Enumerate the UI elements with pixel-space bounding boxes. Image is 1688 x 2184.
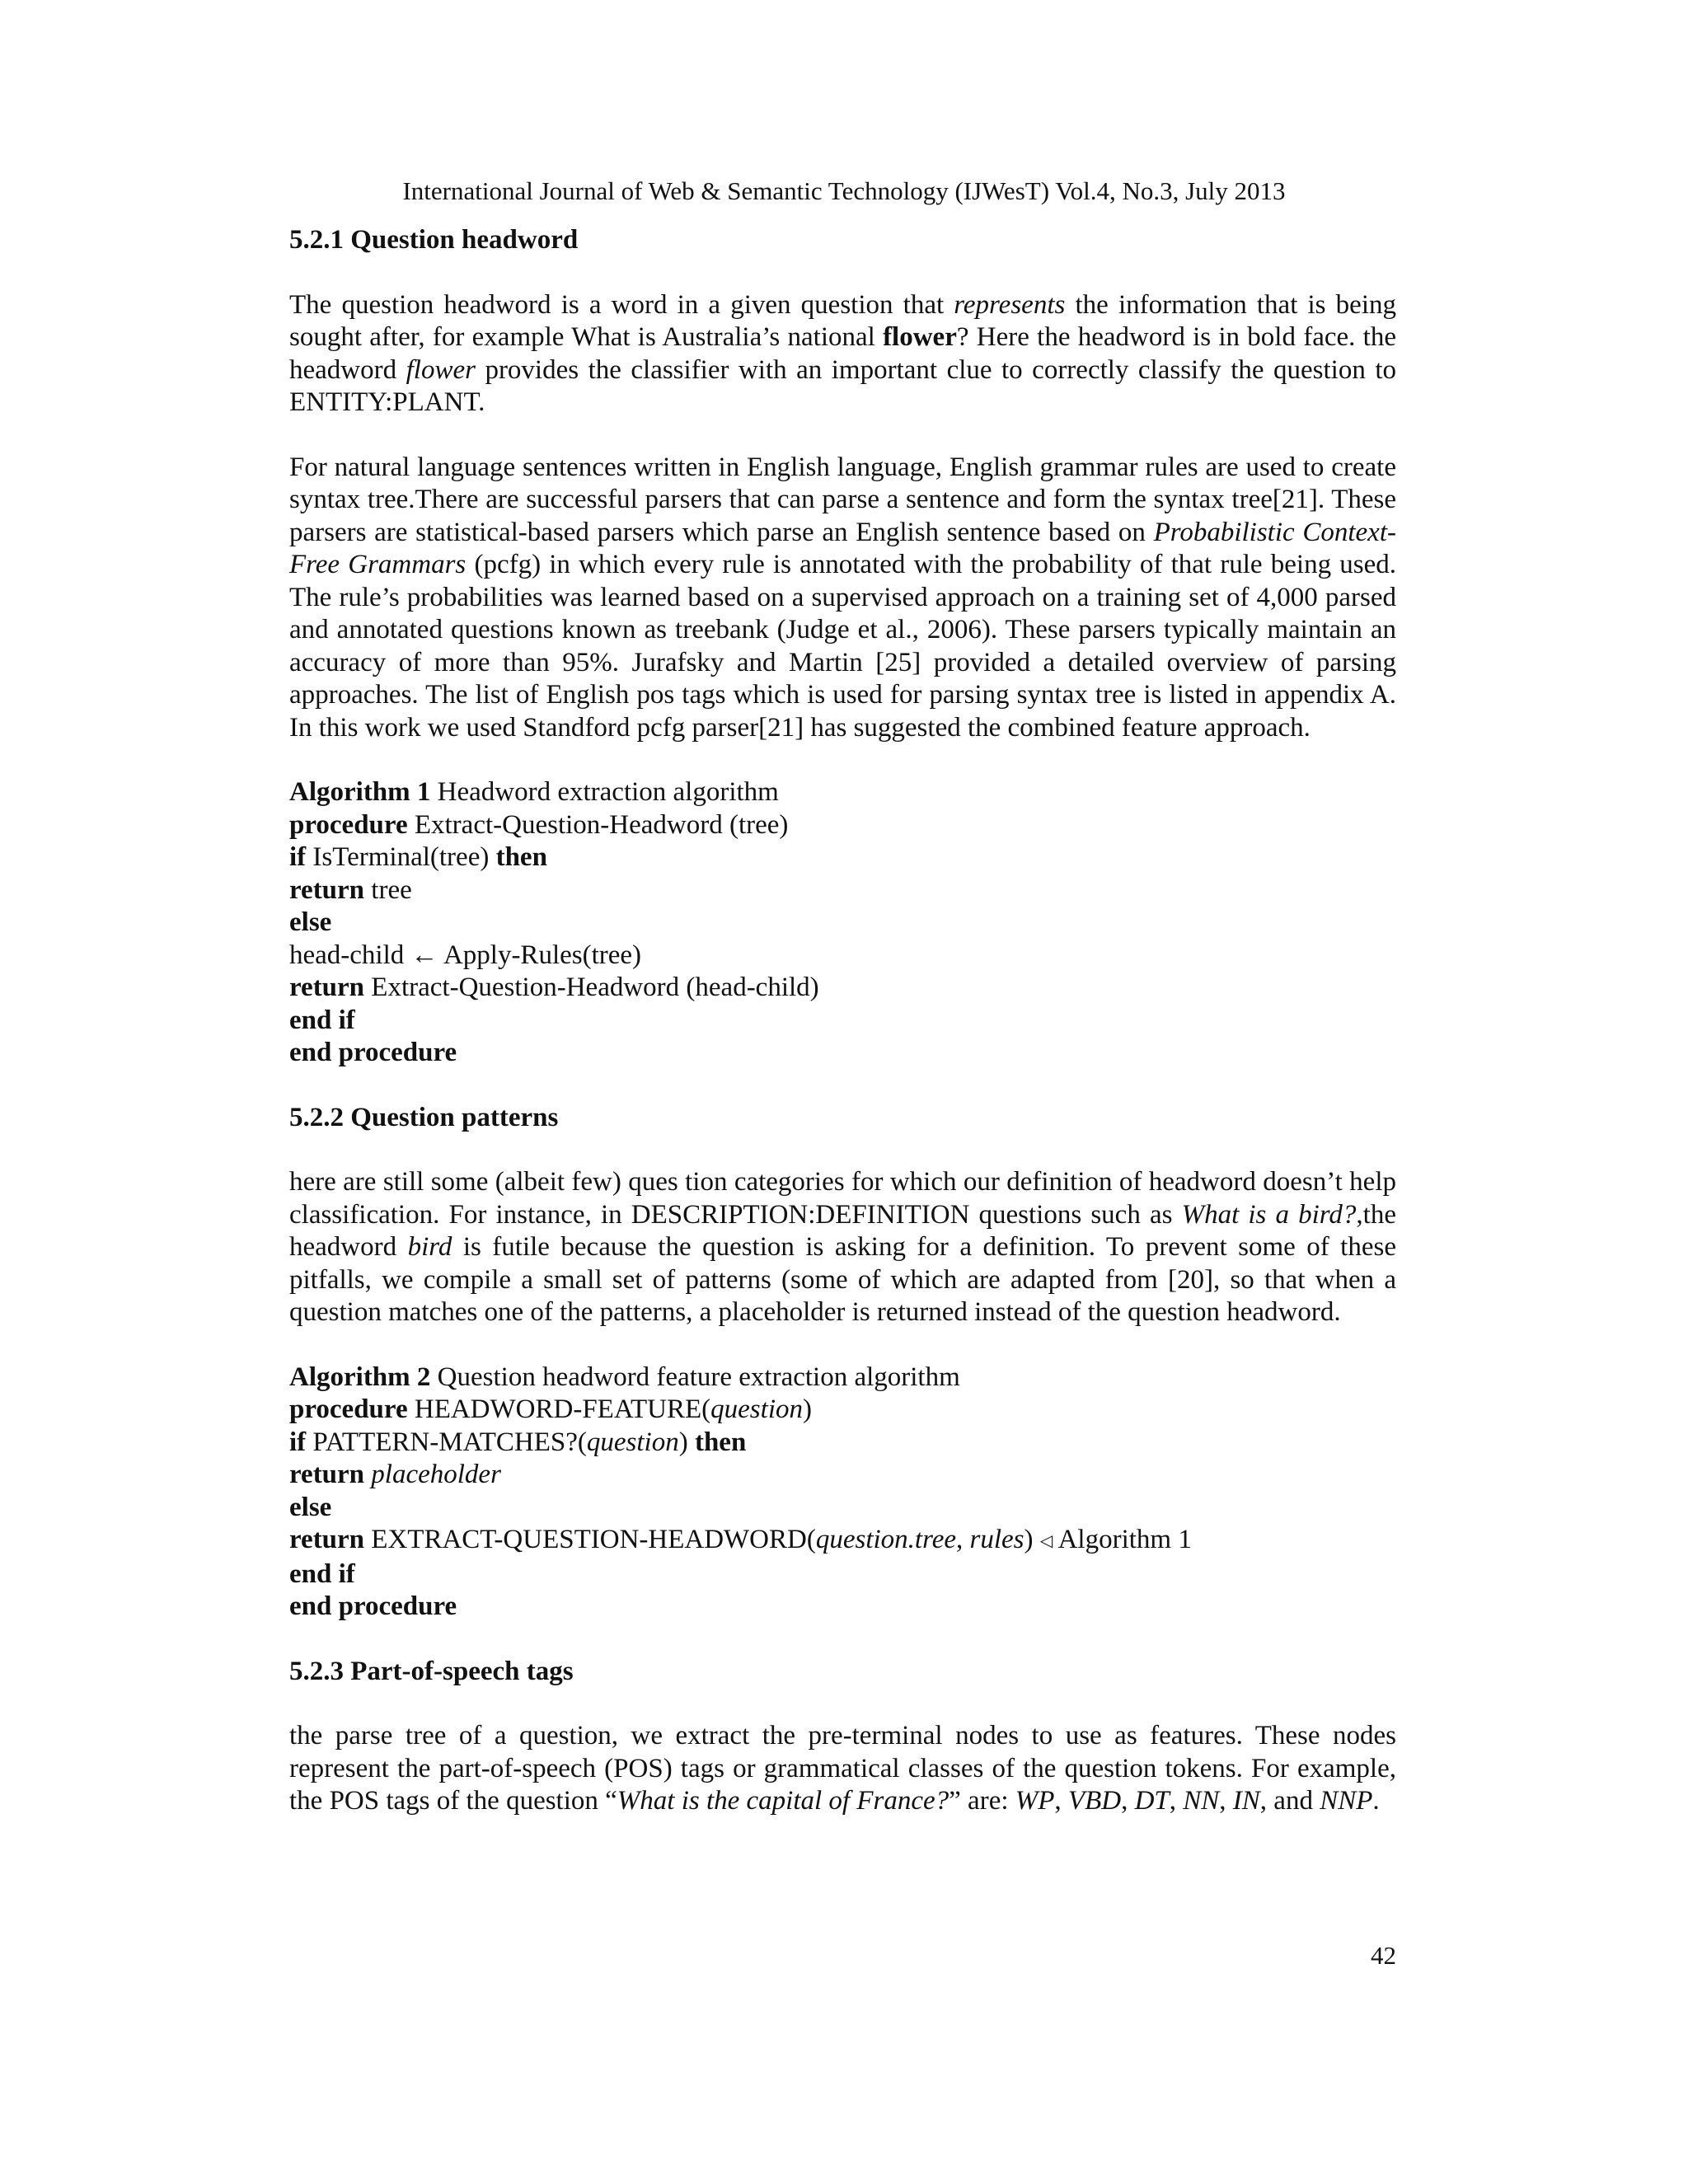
text-run: Extract-Question-Headword (head-child): [364, 972, 819, 1002]
paragraph-question-patterns: [289, 1166, 1396, 1329]
text-run: the parse tree of a question, we extract the pre-terminal nodes to use as features. These nodes represent the part-of-speech (POS) tags or grammatical classes of the question tokens. For example, the POS tags of the question “: [289, 1721, 1396, 1816]
text-run: IsTerminal(tree): [306, 842, 496, 872]
keyword: else: [289, 907, 332, 937]
italic-run: WP: [1015, 1786, 1055, 1816]
keyword: end if: [289, 1005, 355, 1035]
keyword: then: [694, 1427, 747, 1457]
keyword: if: [289, 1427, 307, 1457]
text-run: provides the classifier with an important clue to correctly classify the question to ENTITY:PLANT.: [289, 354, 1396, 417]
algorithm-line: [289, 907, 1396, 940]
algorithm-line: [289, 1037, 1396, 1070]
text-run: ,the headword: [289, 1199, 1396, 1262]
text-run: , and: [1259, 1786, 1320, 1816]
italic-run: question.tree: [815, 1525, 957, 1554]
keyword: if: [289, 842, 307, 872]
italic-run: What is a bird?: [1181, 1199, 1357, 1230]
algorithm-1: [289, 776, 1396, 1070]
page-content: [289, 224, 1396, 1850]
italic-run: question: [586, 1427, 679, 1457]
section-heading-5-2-2: 5.2.2 Question patterns: [289, 1102, 559, 1132]
text-run: EXTRACT-QUESTION-HEADWORD(: [364, 1525, 816, 1554]
section-heading-5-2-1: 5.2.1 Question headword: [289, 225, 579, 255]
algorithm-line: [289, 972, 1396, 1005]
text-run: PATTERN-MATCHES?(: [306, 1427, 587, 1457]
text-run: ,: [1054, 1786, 1068, 1816]
algorithm-comment: Algorithm 1: [1053, 1525, 1192, 1554]
algorithm-line: [289, 1459, 1396, 1492]
keyword: else: [289, 1492, 332, 1522]
text-run: tree: [364, 874, 412, 905]
italic-run: Probabilistic Context-Free Grammars: [289, 517, 1396, 579]
text-run: Headword extraction algorithm: [430, 777, 779, 807]
text-run: The question headword is a word in a given question that: [289, 289, 954, 320]
text-run: here are still some (albeit few) ques tion categories for which our definition of headword doesn’t help classification. For instance, in DESCRIPTION:DEFINITION questions such as: [289, 1167, 1396, 1230]
italic-run: flower: [406, 354, 476, 385]
algorithm-line: [289, 940, 1396, 972]
algorithm-line: [289, 1427, 1396, 1460]
text-run: (pcfg) in which every rule is annotated with the probability of that rule being used. The rule’s probabilities was learned based on a supervised approach on a training set of 4,000 parsed and annotated questions known as treebank (Judge et al., 2006). These parsers typically maintain an accuracy of more than 95%. Jurafsky and Martin [25] provided a detailed overview of parsing approaches. The list of English pos tags which is used for parsing syntax tree is listed in appendix A. In this work we used Standford pcfg parser[21] has suggested the combined feature approach.: [289, 550, 1396, 743]
italic-run: IN: [1232, 1786, 1260, 1816]
algorithm-line: [289, 1005, 1396, 1038]
algorithm-line: [289, 809, 1396, 842]
italic-run: bird: [407, 1232, 452, 1262]
text-run: ): [1024, 1525, 1040, 1554]
algorithm-line: [289, 1558, 1396, 1591]
algorithm-line: [289, 1492, 1396, 1525]
text-run: ” are:: [949, 1786, 1015, 1816]
text-run: Extract-Question-Headword (tree): [407, 809, 789, 840]
italic-run: What is the capital of France?: [617, 1786, 950, 1816]
keyword: return: [289, 972, 365, 1002]
keyword: Algorithm 2: [289, 1361, 431, 1392]
italic-run: rules: [969, 1525, 1025, 1554]
italic-run: DT: [1134, 1786, 1170, 1816]
page-number: 42: [1371, 1941, 1396, 1970]
italic-run: represents: [954, 289, 1066, 320]
text-run: HEADWORD-FEATURE(: [407, 1394, 711, 1424]
italic-run: NNP: [1320, 1786, 1373, 1816]
keyword: procedure: [289, 1394, 408, 1424]
text-run: ,: [1169, 1786, 1184, 1816]
keyword: end if: [289, 1558, 355, 1589]
text-run: head-child ← Apply-Rules(tree): [289, 940, 642, 970]
keyword: return: [289, 1525, 365, 1554]
bold-run: flower: [883, 322, 957, 352]
keyword: then: [495, 842, 547, 872]
text-run: ,: [1121, 1786, 1135, 1816]
keyword: end procedure: [289, 1038, 457, 1067]
italic-run: question: [710, 1394, 803, 1424]
text-run: Question headword feature extraction algorithm: [430, 1361, 960, 1392]
algorithm-line: [289, 776, 1396, 809]
text-run: ): [678, 1427, 695, 1457]
text-run: For natural language sentences written in English language, English grammar rules are used to create syntax tree.There are successful parsers that can parse a sentence and form the syntax tree[21]. These parsers are statistical-based parsers which parse an English sentence based on: [289, 452, 1396, 547]
italic-run: placeholder: [364, 1460, 501, 1489]
algorithm-line: [289, 874, 1396, 907]
keyword: Algorithm 1: [289, 777, 431, 807]
text-run: the information that is being sought after, for example What is Australia’s national: [289, 289, 1396, 352]
italic-run: VBD: [1067, 1786, 1122, 1816]
text-run: ): [802, 1394, 812, 1424]
running-head: International Journal of Web & Semantic Technology (IJWesT) Vol.4, No.3, July 2013: [402, 176, 1286, 205]
comment-triangle-icon: ◁: [1039, 1532, 1053, 1550]
text-run: .: [1372, 1786, 1380, 1816]
text-run: ? Here the headword is in bold face. the headword: [289, 322, 1396, 385]
keyword: procedure: [289, 809, 408, 840]
text-run: is futile because the question is asking for a definition. To prevent some of these pitfalls, we compile a small set of patterns (some of which are adapted from [20], so that when a question matches one of the patterns, a placeholder is returned instead of the question headword.: [289, 1232, 1396, 1327]
algorithm-line: [289, 841, 1396, 874]
paragraph-parsers: [289, 452, 1396, 745]
algorithm-2: [289, 1361, 1396, 1624]
algorithm-line: [289, 1361, 1396, 1394]
algorithm-line: [289, 1591, 1396, 1624]
section-heading-5-2-3: 5.2.3 Part-of-speech tags: [289, 1656, 574, 1686]
text-run: ,: [1219, 1786, 1233, 1816]
paragraph-headword-definition: [289, 289, 1396, 419]
paragraph-pos-tags: [289, 1720, 1396, 1818]
algorithm-line: [289, 1524, 1396, 1558]
keyword: return: [289, 1460, 365, 1489]
text-run: ,: [956, 1525, 970, 1554]
keyword: return: [289, 874, 365, 905]
italic-run: NN: [1183, 1786, 1220, 1816]
keyword: end procedure: [289, 1591, 457, 1621]
algorithm-line: [289, 1394, 1396, 1427]
